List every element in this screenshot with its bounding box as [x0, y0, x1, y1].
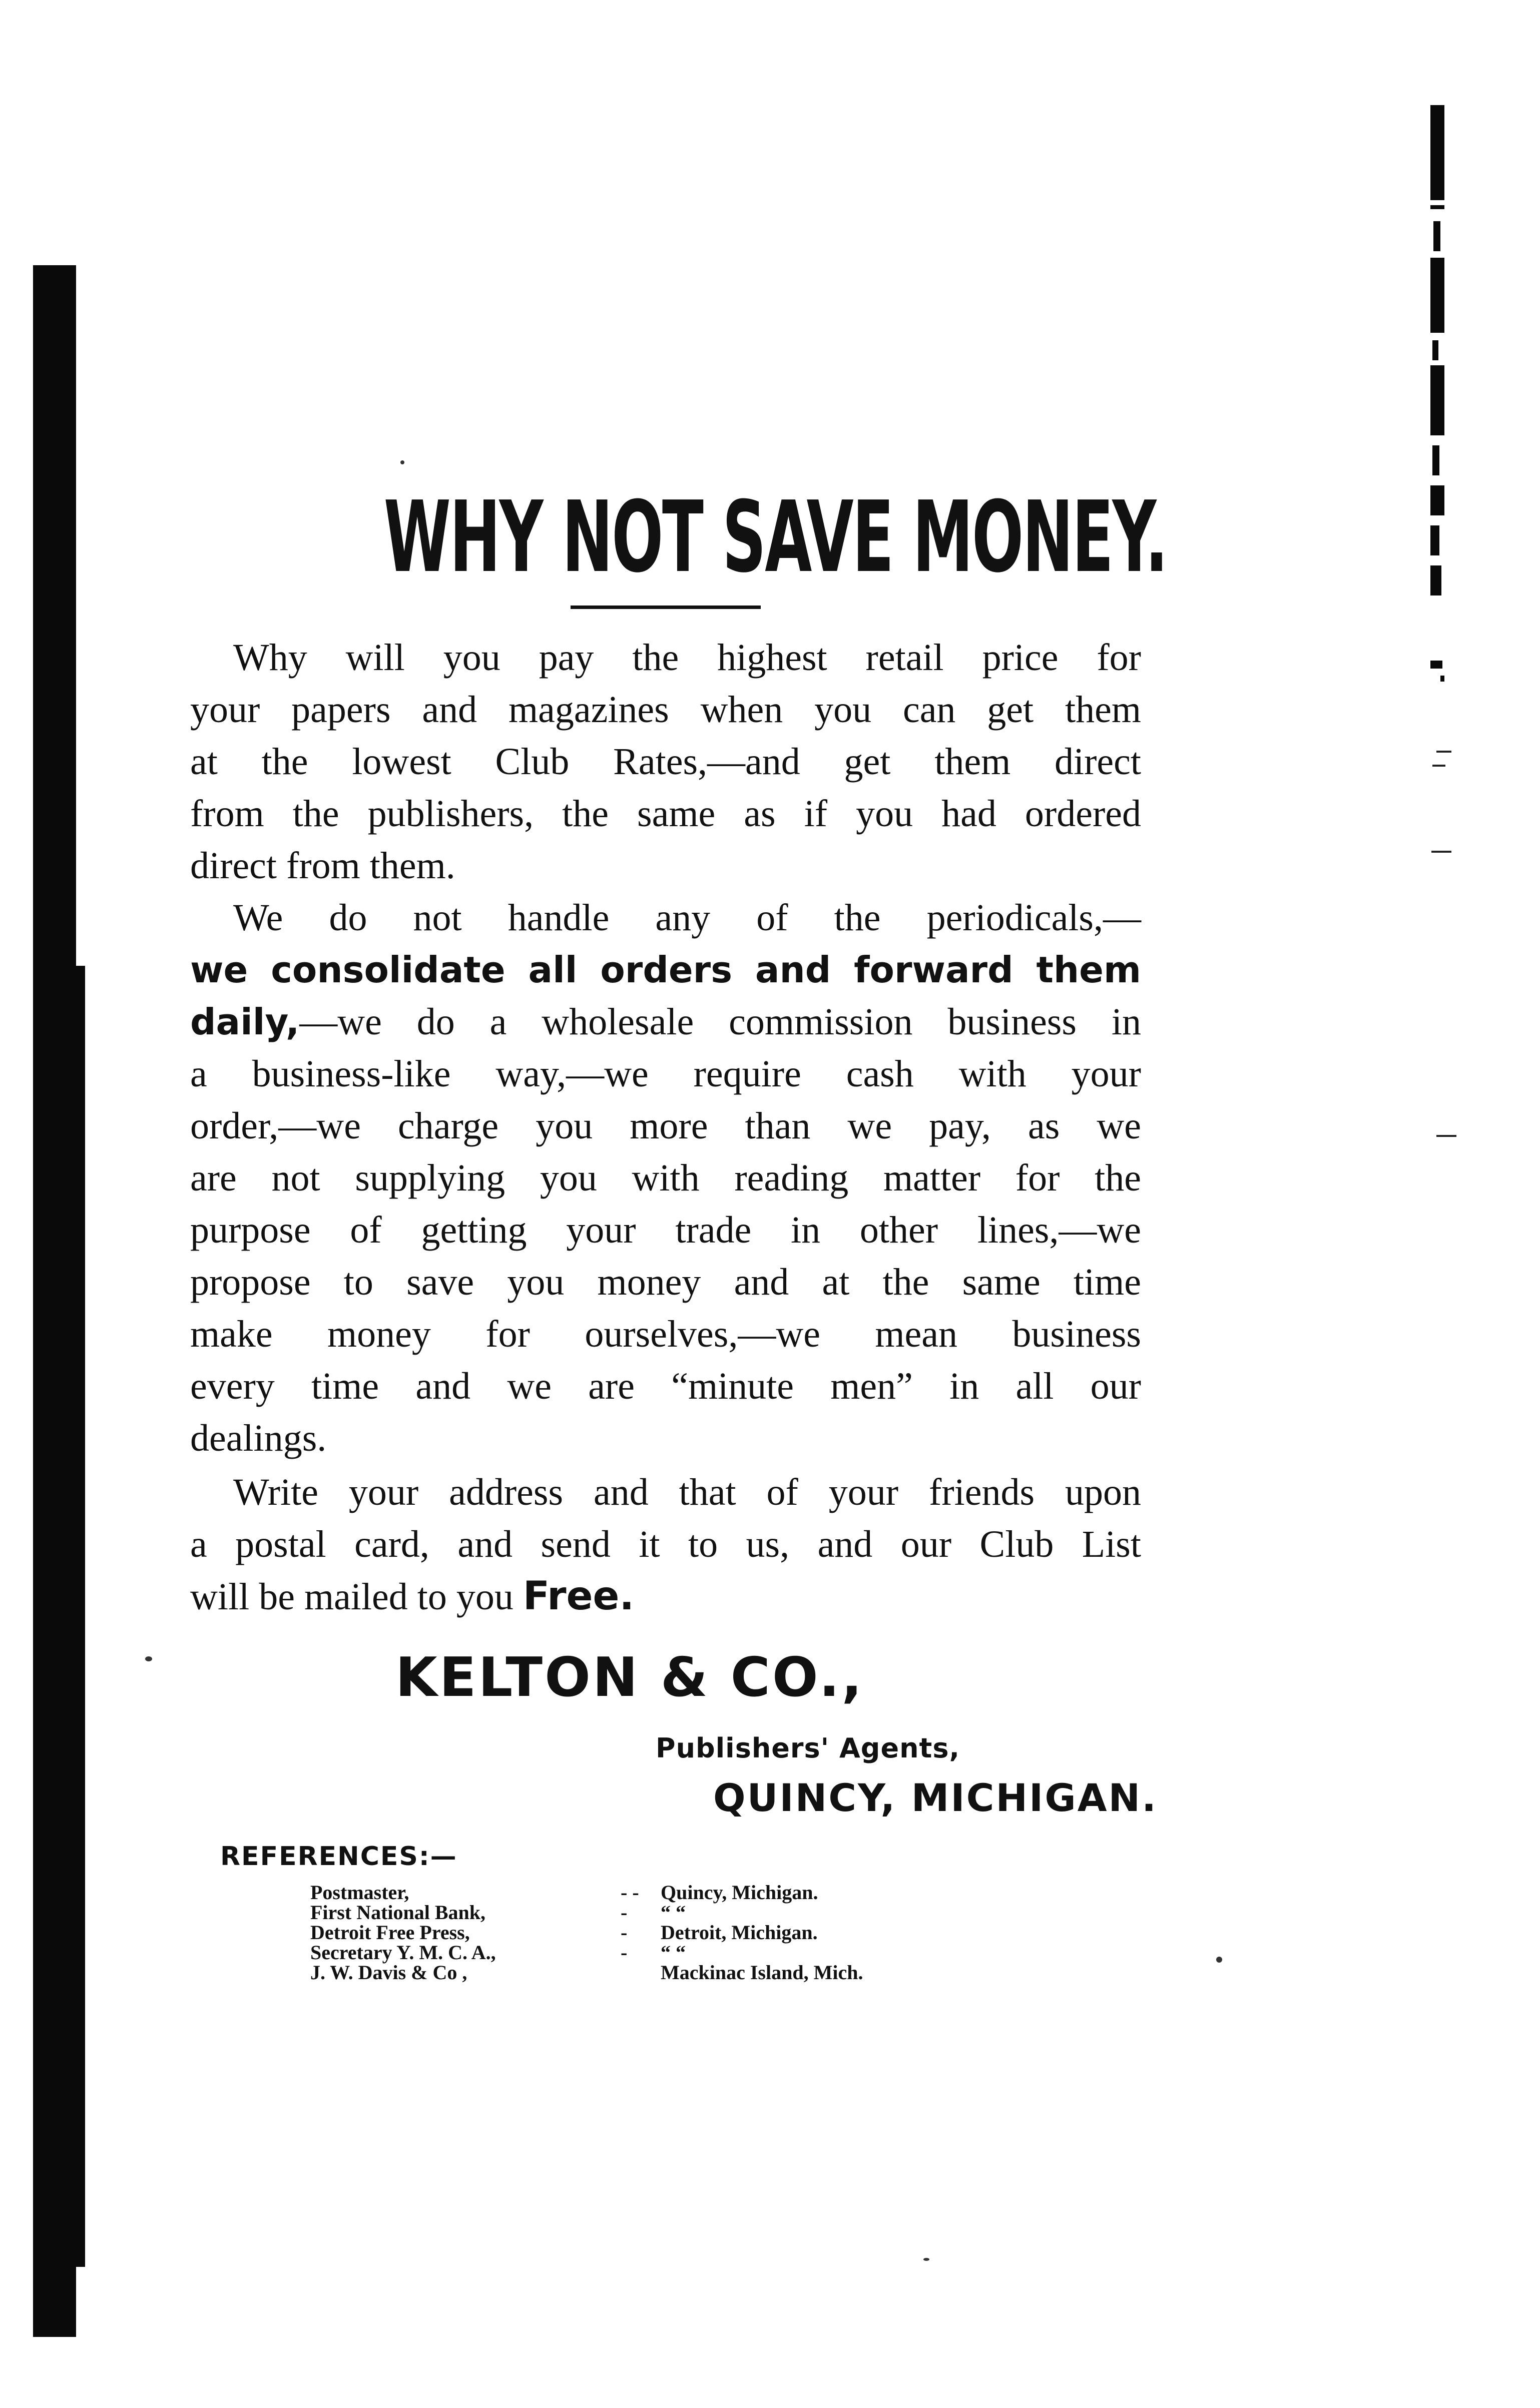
reference-place: Quincy, Michigan.: [661, 1881, 818, 1904]
reference-name: Secretary Y. M. C. A.,: [310, 1941, 496, 1964]
reference-name: Postmaster,: [310, 1881, 409, 1904]
paragraph-service: [190, 892, 1141, 1464]
firm-name: KELTON & CO.,: [395, 1646, 864, 1709]
text-line: from the publishers, the same as if you had ordered: [190, 793, 1141, 835]
reference-place: “ “: [661, 1901, 686, 1924]
scan-speck: [923, 2258, 929, 2261]
reference-dash: -: [621, 1941, 628, 1964]
reference-place: “ “: [661, 1941, 686, 1964]
text-line: a business-like way,—we require cash with your: [190, 1053, 1141, 1095]
text-line: We do not handle any of the periodicals,—: [233, 897, 1141, 939]
text-line: Write your address and that of your friends upon: [233, 1471, 1141, 1513]
reference-row: [310, 1883, 961, 1903]
scan-speck: [1216, 1957, 1222, 1963]
reference-name: Detroit Free Press,: [310, 1921, 470, 1944]
page-title: WHY NOT SAVE MONEY.: [383, 480, 1167, 594]
scan-mark: [1431, 851, 1451, 853]
scan-mark: [1436, 751, 1451, 753]
emphasis-line: we consolidate all orders and forward them: [190, 949, 1141, 991]
reference-dash: - -: [621, 1881, 639, 1904]
reference-dash: -: [621, 1901, 628, 1924]
reference-row: [310, 1943, 961, 1963]
text-line: are not supplying you with reading matter for the: [190, 1157, 1141, 1199]
scan-speck: [145, 1656, 152, 1661]
reference-row: [310, 1963, 961, 1983]
text-line: at the lowest Club Rates,—and get them direct: [190, 741, 1141, 783]
reference-row: [310, 1903, 961, 1923]
text-line: make money for ourselves,—we mean business: [190, 1313, 1141, 1355]
text-line: [190, 996, 1141, 1048]
free-emphasis: Free.: [523, 1574, 635, 1619]
reference-name: J. W. Davis & Co ,: [310, 1961, 467, 1984]
scan-mark: [1432, 765, 1445, 767]
firm-location: QUINCY, MICHIGAN.: [713, 1775, 1158, 1820]
reference-dash: -: [621, 1921, 628, 1944]
paragraph-pricing: [190, 632, 1141, 892]
firm-tagline: Publishers' Agents,: [656, 1732, 960, 1764]
text-line: direct from them.: [190, 845, 455, 887]
reference-place: Detroit, Michigan.: [661, 1921, 818, 1944]
scan-mark: [1436, 1135, 1456, 1137]
scan-speck: [400, 460, 404, 464]
references-list: [310, 1883, 961, 1983]
scan-border-left: [33, 265, 76, 2337]
scan-border-right: [1430, 105, 1450, 681]
emphasis-word: daily,: [190, 1001, 300, 1043]
text-fragment: —we do a wholesale commission business in: [299, 1001, 1141, 1043]
text-line: Why will you pay the highest retail price for: [233, 637, 1141, 679]
text-line: [190, 1570, 1141, 1623]
text-line: a postal card, and send it to us, and our Club List: [190, 1523, 1141, 1565]
text-line: order,—we charge you more than we pay, as we: [190, 1105, 1141, 1147]
reference-place: Mackinac Island, Mich.: [661, 1961, 863, 1984]
title-underline: [571, 606, 761, 609]
text-fragment: will be mailed to you: [190, 1576, 514, 1618]
reference-name: First National Bank,: [310, 1901, 486, 1924]
text-line: your papers and magazines when you can get them: [190, 689, 1141, 731]
reference-row: [310, 1923, 961, 1943]
references-heading: REFERENCES:—: [220, 1842, 457, 1872]
text-line: propose to save you money and at the same time: [190, 1261, 1141, 1303]
paragraph-instructions: [190, 1466, 1141, 1623]
text-line: dealings.: [190, 1417, 327, 1459]
text-line: purpose of getting your trade in other lines,—we: [190, 1209, 1141, 1251]
text-line: every time and we are “minute men” in all our: [190, 1365, 1141, 1407]
